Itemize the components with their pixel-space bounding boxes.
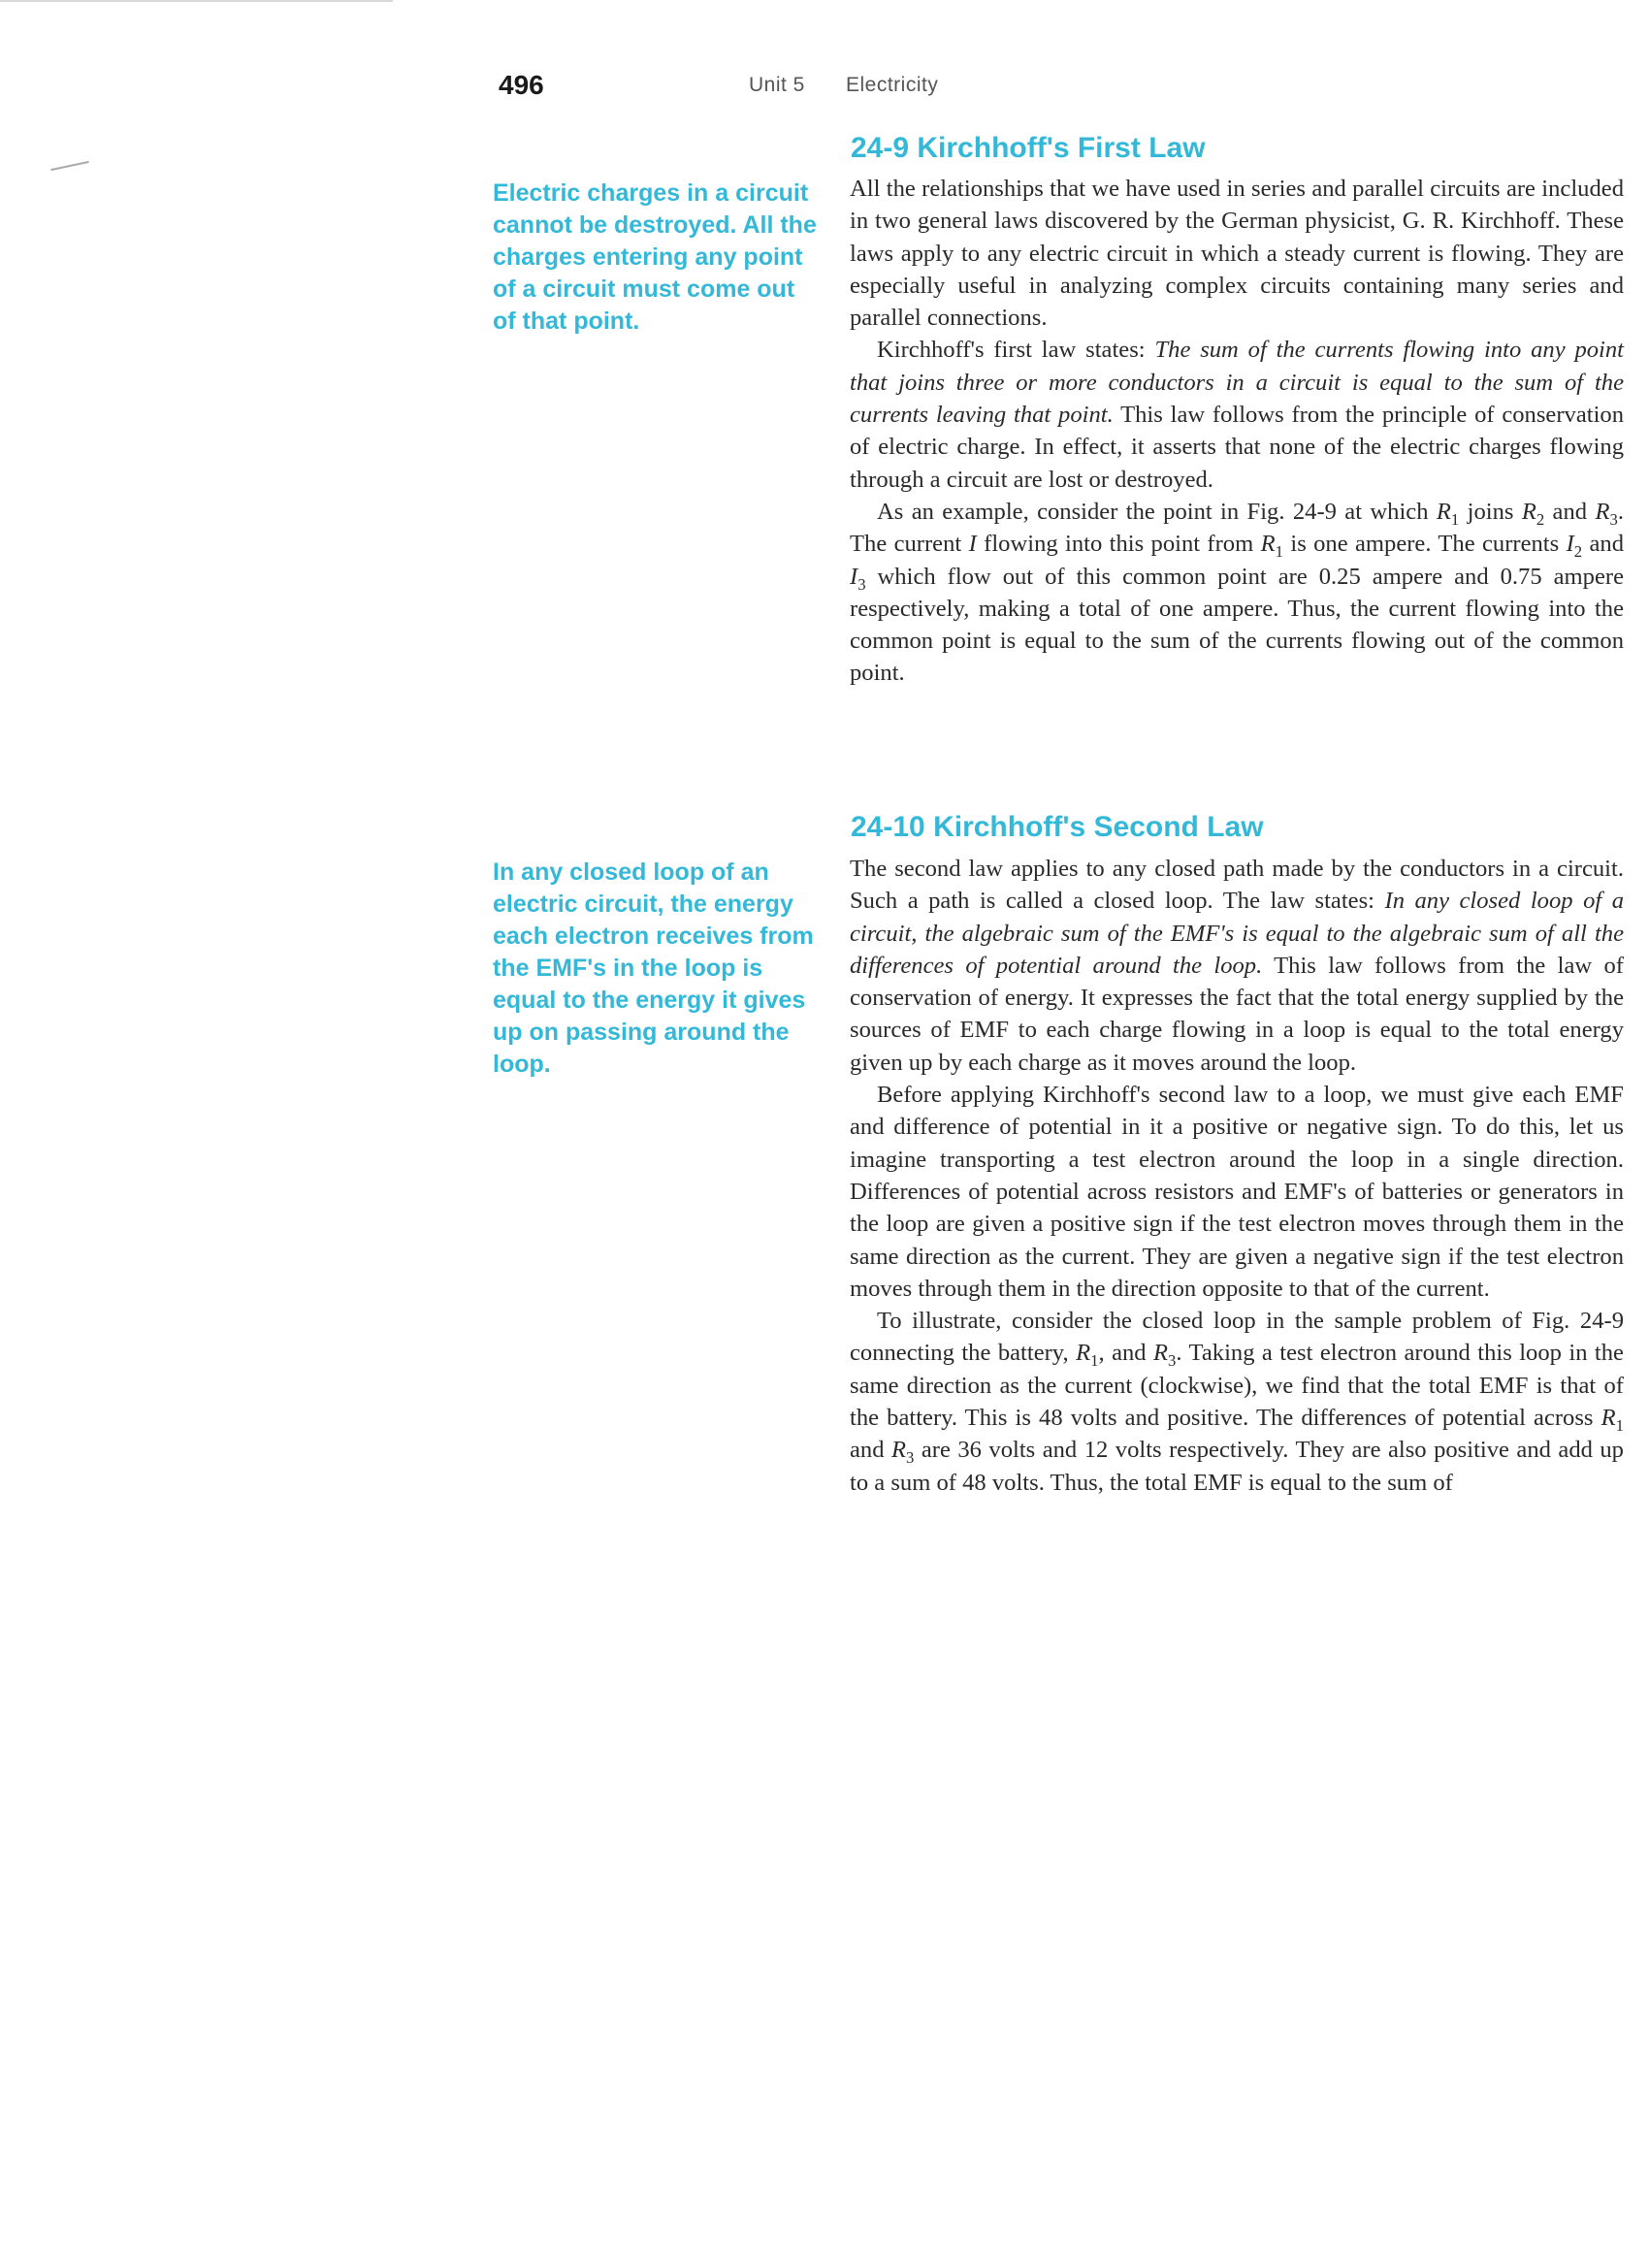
running-header <box>0 66 1649 105</box>
paragraph: The second law applies to any closed path made by the conductors in a circuit. Such a path is called a closed loop. The law states: In any closed loop of a circuit, the algebraic sum of the EMF's is equal to the algebraic sum of all the differences of potential around the loop. This law follows from the law of conservation of energy. It expresses the fact that the total energy supplied by the sources of EMF to each charge flowing in a loop is equal to the total energy given up by each charge as it moves around the loop. <box>850 856 1624 1076</box>
section-heading-first-law: 24-9 Kirchhoff's First Law <box>851 132 1206 164</box>
margin-note-first-law: Electric charges in a circuit cannot be destroyed. All the charges entering any point of a circuit must come out of that point. <box>493 179 817 335</box>
paragraph: All the relationships that we have used in series and parallel circuits are included in two general laws discovered by the German physicist, G. R. Kirchhoff. These laws apply to any electric circuit in which a steady current is flowing. They are especially useful in analyzing complex circuits containing many series and parallel connections. <box>850 176 1624 332</box>
paragraph: Before applying Kirchhoff's second law to a loop, we must give each EMF and difference of potential in it a positive or negative sign. To do this, let us imagine transporting a test electron around the loop in a single direction. Differences of potential across resistors and EMF's of batteries or generators in the loop are given a positive sign if the test electron moves through them in the same direction as the current. They are given a negative sign if the test electron moves through them in the direction opposite to that of the current. <box>850 1082 1624 1302</box>
unit-label: Unit 5 <box>749 74 805 96</box>
paragraph: To illustrate, consider the closed loop in the sample problem of Fig. 24-9 connecting the battery, $R_1$, and $R_3$. Taking a test electron around this loop in the same direction as the current (clockwise), we find that the total EMF is that of the battery. This is 48 volts and positive. The differences of potential across $R_1$ and $R_3$ are 36 volts and 12 volts respectively. They are also positive and add up to a sum of 48 volts. Thus, the total EMF is equal to the sum of <box>850 1308 1624 1496</box>
unit-title: Electricity <box>846 74 939 96</box>
section-body-second-law <box>850 853 1624 1499</box>
section-heading-second-law: 24-10 Kirchhoff's Second Law <box>851 811 1264 843</box>
section-body-first-law <box>850 173 1624 690</box>
scan-mark <box>50 161 89 171</box>
margin-note-second-law: In any closed loop of an electric circuit, the energy each electron receives from the EMF's in the loop is equal to the energy it gives up on passing around the loop. <box>493 859 814 1078</box>
paragraph: Kirchhoff's first law states: The sum of the currents flowing into any point that joins three or more conductors in a circuit is equal to the sum of the currents leaving that point. This law follows from the principle of conservation of electric charge. In effect, it asserts that none of the electric charges flowing through a circuit are lost or destroyed. <box>850 337 1625 493</box>
page-number: 496 <box>499 70 544 100</box>
paragraph: As an example, consider the point in Fig. 24-9 at which $R_1$ joins $R_2$ and $R_3$. The current I flowing into this point from $R_1$ is one ampere. The currents $I_2$ and $I_3$ which flow out of this common point are 0.25 ampere and 0.75 ampere respectively, making a total of one ampere. Thus, the current flowing into the common point is equal to the sum of the currents flowing out of the common point. <box>850 498 1624 687</box>
scan-edge-rule <box>0 0 393 2</box>
